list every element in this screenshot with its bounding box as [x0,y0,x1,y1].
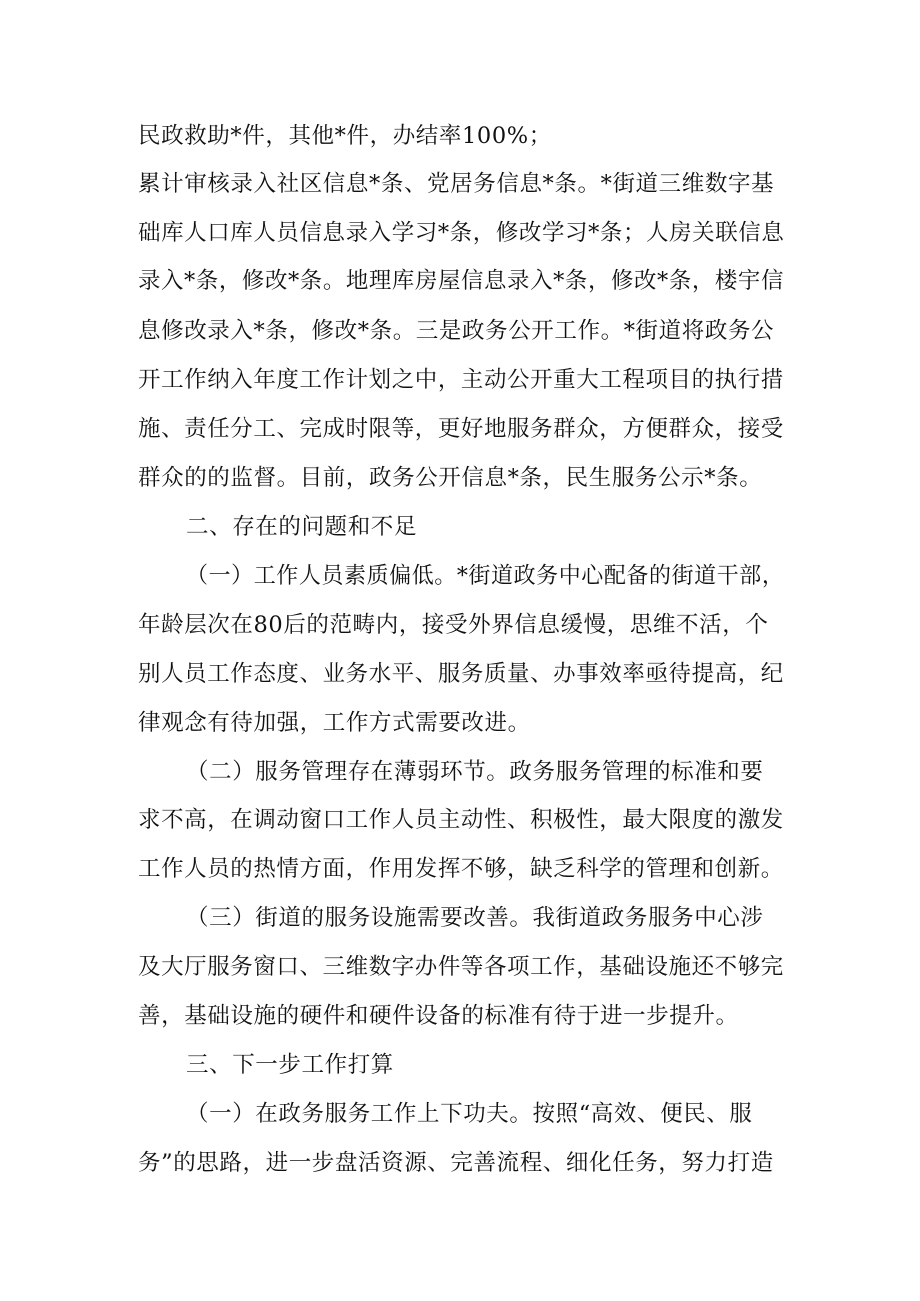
text-line-5: 息修改录入*条，修改*条。三是政务公开工作。*街道将政务公 [138,318,775,344]
text-line-2: 累计审核录入社区信息*条、党居务信息*条。*街道三维数字基 [138,171,775,197]
text-line-4: 录入*条，修改*条。地理库房屋信息录入*条，修改*条，楼宇信 [138,268,785,294]
text-line-15: 求不高，在调动窗口工作人员主动性、积极性，最大限度的激发 [138,807,784,833]
text-line-12: 别人员工作态度、业务水平、服务质量、办事效率亟待提高，纪 [138,661,784,687]
section-heading-2: 二、存在的问题和不足 [186,514,418,540]
text-line-16: 工作人员的热情方面，作用发挥不够，缺乏科学的管理和创新。 [138,856,784,882]
text-line-22: 务”的思路，进一步盘活资源、完善流程、细化任务，努力打造 [138,1150,774,1176]
text-line-21: （一）在政务服务工作上下功夫。按照“高效、便民、服 [186,1101,753,1127]
text-line-8: 群众的的监督。目前，政务公开信息*条，民生服务公示*条。 [138,465,763,491]
text-line-18: 及大厅服务窗口、三维数字办件等各项工作，基础设施还不够完 [138,954,784,980]
text-line-6: 开工作纳入年度工作计划之中，主动公开重大工程项目的执行措 [138,367,784,393]
text-line-19: 善，基础设施的硬件和硬件设备的标准有待于进一步提升。 [138,1003,739,1029]
text-line-7: 施、责任分工、完成时限等，更好地服务群众，方便群众，接受 [138,416,784,442]
text-line-17: （三）街道的服务设施需要改善。我街道政务服务中心涉 [186,905,764,931]
text-line-14: （二）服务管理存在薄弱环节。政务服务管理的标准和要 [186,759,764,785]
text-line-10: （一）工作人员素质偏低。*街道政务中心配备的街道干部， [186,563,785,589]
text-line-13: 律观念有待加强，工作方式需要改进。 [138,710,531,736]
text-line-3: 础库人口库人员信息录入学习*条，修改学习*条；人房关联信息 [138,220,785,246]
section-heading-3: 三、下一步工作打算 [186,1052,394,1078]
text-line-11: 年龄层次在80后的范畴内，接受外界信息缓慢，思维不活，个 [138,612,769,638]
text-line-1: 民政救助*件，其他*件，办结率100%； [138,123,552,149]
